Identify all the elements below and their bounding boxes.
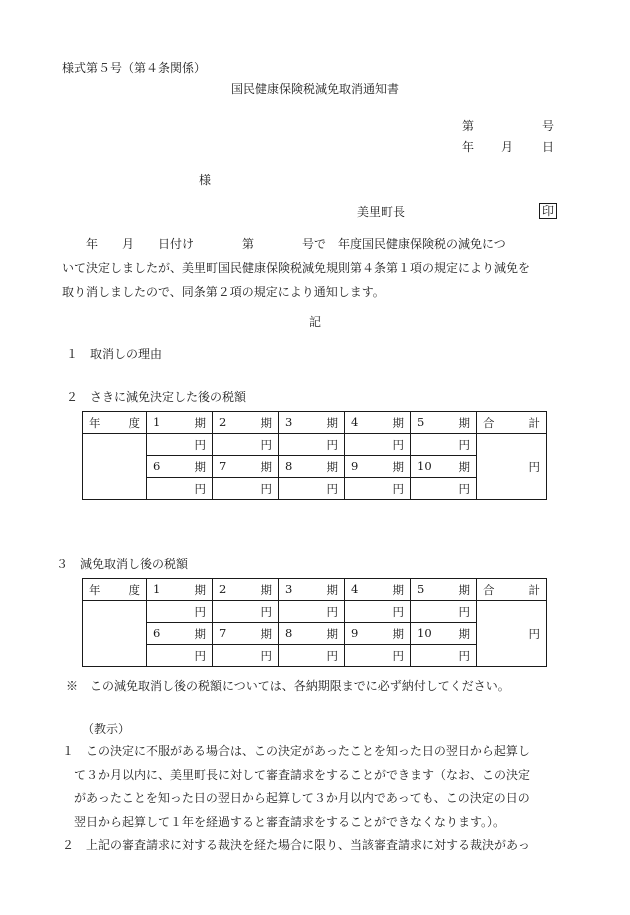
period-header-cell: 6 期 [147, 623, 213, 645]
amount-cell: 円 [345, 601, 411, 623]
year-header-cell: 年 度 [83, 412, 147, 434]
period-header-cell: 1 期 [147, 579, 213, 601]
body-paragraph [62, 232, 587, 304]
section-reason: １ 取消しの理由 [66, 347, 163, 361]
total-header-cell: 合 計 [477, 412, 547, 434]
amount-cell: 円 [279, 645, 345, 667]
amount-cell: 円 [147, 645, 213, 667]
table-row [83, 601, 547, 623]
amount-cell: 円 [147, 601, 213, 623]
year-value-cell [83, 434, 147, 500]
period-header-cell: 4 期 [345, 579, 411, 601]
period-header-cell: 8 期 [279, 623, 345, 645]
period-header-cell: 4 期 [345, 412, 411, 434]
period-header-cell: 10 期 [411, 456, 477, 478]
amount-cell: 円 [147, 434, 213, 456]
table-row [83, 434, 547, 456]
date-year: 年 [462, 140, 475, 154]
body-line: 年 月 日付け 第 号で 年度国民健康保険税の減免につ [86, 237, 506, 251]
amount-cell: 円 [213, 601, 279, 623]
kyouji-line: て３か月以内に、美里町長に対して審査請求をすることができます（なお、この決定 [74, 767, 531, 782]
period-header-cell: 10 期 [411, 623, 477, 645]
period-header-cell: 6 期 [147, 456, 213, 478]
amount-cell: 円 [147, 478, 213, 500]
seal-mark: 印 [539, 203, 557, 219]
total-amount-cell: 円 [477, 434, 547, 500]
period-header-cell: 2 期 [213, 412, 279, 434]
amount-cell: 円 [279, 478, 345, 500]
kyouji-body [62, 740, 587, 858]
date-month: 月 [501, 140, 514, 154]
doc-number-prefix: 第 [462, 119, 475, 133]
period-header-cell: 5 期 [411, 579, 477, 601]
issuer-name: 美里町長 [357, 205, 406, 219]
table-row [83, 412, 547, 434]
amount-cell: 円 [411, 645, 477, 667]
year-header-cell: 年 度 [83, 579, 147, 601]
tax-table-before [82, 411, 547, 500]
amount-cell: 円 [345, 478, 411, 500]
amount-cell: 円 [345, 645, 411, 667]
kyouji-line: １ この決定に不服がある場合は、この決定があったことを知った日の翌日から起算し [62, 744, 530, 758]
recipient-suffix: 様 [199, 173, 212, 187]
document-title: 国民健康保険税減免取消通知書 [230, 82, 399, 96]
tax-table-after [82, 578, 547, 667]
period-header-cell: 1 期 [147, 412, 213, 434]
amount-cell: 円 [411, 601, 477, 623]
amount-cell: 円 [279, 601, 345, 623]
amount-cell: 円 [345, 434, 411, 456]
section-before-tax: ２ さきに減免決定した後の税額 [66, 390, 247, 404]
total-header-cell: 合 計 [477, 579, 547, 601]
period-header-cell: 7 期 [213, 623, 279, 645]
date-day: 日 [542, 140, 555, 154]
kyouji-line: 翌日から起算して１年を経過すると審査請求をすることができなくなります。）。 [74, 814, 506, 829]
period-header-cell: 9 期 [345, 623, 411, 645]
amount-cell: 円 [213, 434, 279, 456]
period-header-cell: 7 期 [213, 456, 279, 478]
period-header-cell: 9 期 [345, 456, 411, 478]
kyouji-line: ２ 上記の審査請求に対する裁決を経た場合に限り、当該審査請求に対する裁決があっ [62, 838, 530, 852]
amount-cell: 円 [213, 478, 279, 500]
total-amount-cell: 円 [477, 601, 547, 667]
period-header-cell: 3 期 [279, 412, 345, 434]
period-header-cell: 3 期 [279, 579, 345, 601]
amount-cell: 円 [411, 478, 477, 500]
period-header-cell: 8 期 [279, 456, 345, 478]
ki-heading: 記 [308, 315, 321, 329]
body-line: いて決定しましたが、美里町国民健康保険税減免規則第４条第１項の規定により減免を [62, 261, 531, 275]
kyouji-line: があったことを知った日の翌日から起算して３か月以内であっても、この決定の日の [74, 791, 530, 805]
payment-note: ※ この減免取消し後の税額については、各納期限までに必ず納付してください。 [66, 679, 510, 693]
section-after-cancel-tax: ３ 減免取消し後の税額 [56, 557, 189, 571]
body-line: 取り消しましたので、同条第２項の規定により通知します。 [62, 285, 385, 299]
amount-cell: 円 [411, 434, 477, 456]
period-header-cell: 5 期 [411, 412, 477, 434]
period-header-cell: 2 期 [213, 579, 279, 601]
amount-cell: 円 [279, 434, 345, 456]
form-label: 様式第５号（第４条関係） [62, 61, 207, 75]
amount-cell: 円 [213, 645, 279, 667]
year-value-cell [83, 601, 147, 667]
doc-number-suffix: 号 [542, 119, 555, 133]
kyouji-heading: （教示） [82, 722, 131, 736]
table-row [83, 579, 547, 601]
